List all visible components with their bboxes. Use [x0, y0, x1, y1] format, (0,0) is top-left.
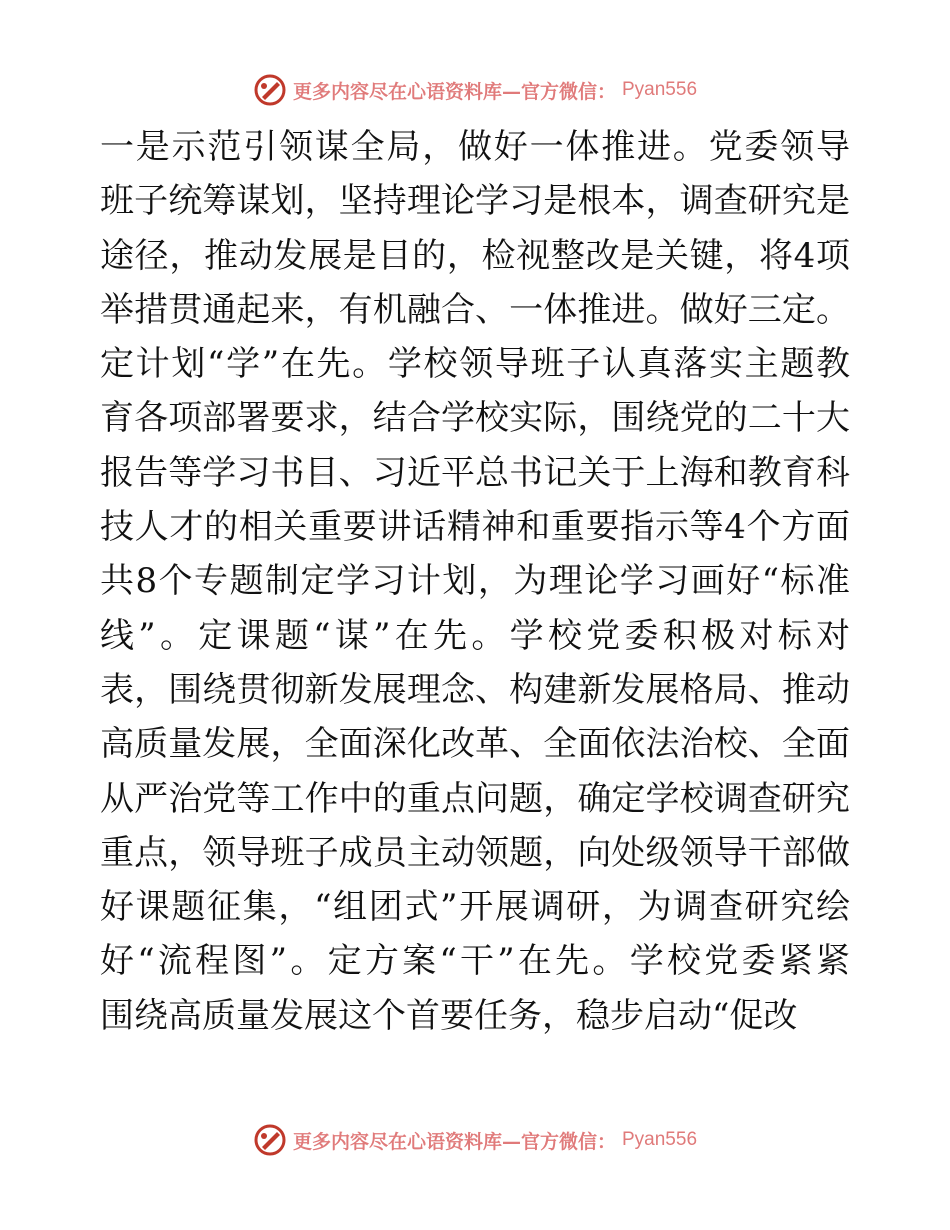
text-line: 从严治党等工作中的重点问题，确定学校调查研究 [100, 778, 850, 819]
body-paragraph [100, 120, 850, 1043]
brand-logo-icon [253, 73, 287, 107]
text-line: 表，围绕贯彻新发展理念、构建新发展格局、推动 [100, 669, 850, 710]
text-line: 班子统筹谋划，坚持理论学习是根本，调查研究是 [100, 181, 850, 222]
brand-logo-icon [253, 1123, 287, 1157]
header-watermark [0, 70, 950, 110]
text-line: 报告等学习书目、习近平总书记关于上海和教育科 [100, 452, 850, 493]
text-line: 共8个专题制定学习计划，为理论学习画好“标准 [100, 561, 850, 602]
text-line: 一是示范引领谋全局，做好一体推进。党委领导 [100, 127, 850, 167]
text-line: 技人才的相关重要讲话精神和重要指示等4个方面 [100, 507, 850, 548]
watermark-text: 更多内容尽在心语资料库—官方微信： [292, 1130, 616, 1153]
text-line: 围绕高质量发展这个首要任务，稳步启动“促改 [100, 995, 798, 1036]
text-line: 育各项部署要求，结合学校实际，围绕党的二十大 [100, 398, 850, 439]
text-line: 高质量发展，全面深化改革、全面依法治校、全面 [100, 724, 850, 765]
text-line: 重点，领导班子成员主动领题，向处级领导干部做 [100, 832, 850, 873]
text-line: 好课题征集，“组团式”开展调研，为调查研究绘 [100, 887, 850, 928]
watermark-wechat-id: Pyan556 [622, 1129, 698, 1150]
watermark-text: 更多内容尽在心语资料库—官方微信： [292, 80, 616, 103]
text-line: 举措贯通起来，有机融合、一体推进。做好三定。 [100, 289, 850, 330]
text-line: 途径，推动发展是目的，检视整改是关键，将4项 [100, 235, 850, 276]
text-line: 定计划“学”在先。学校领导班子认真落实主题教 [100, 344, 850, 385]
watermark-wechat-id: Pyan556 [622, 79, 698, 100]
text-line: 好“流程图”。定方案“干”在先。学校党委紧紧 [100, 941, 850, 982]
text-line: 线”。定课题“谋”在先。学校党委积极对标对 [100, 615, 850, 656]
footer-watermark [0, 1120, 950, 1160]
